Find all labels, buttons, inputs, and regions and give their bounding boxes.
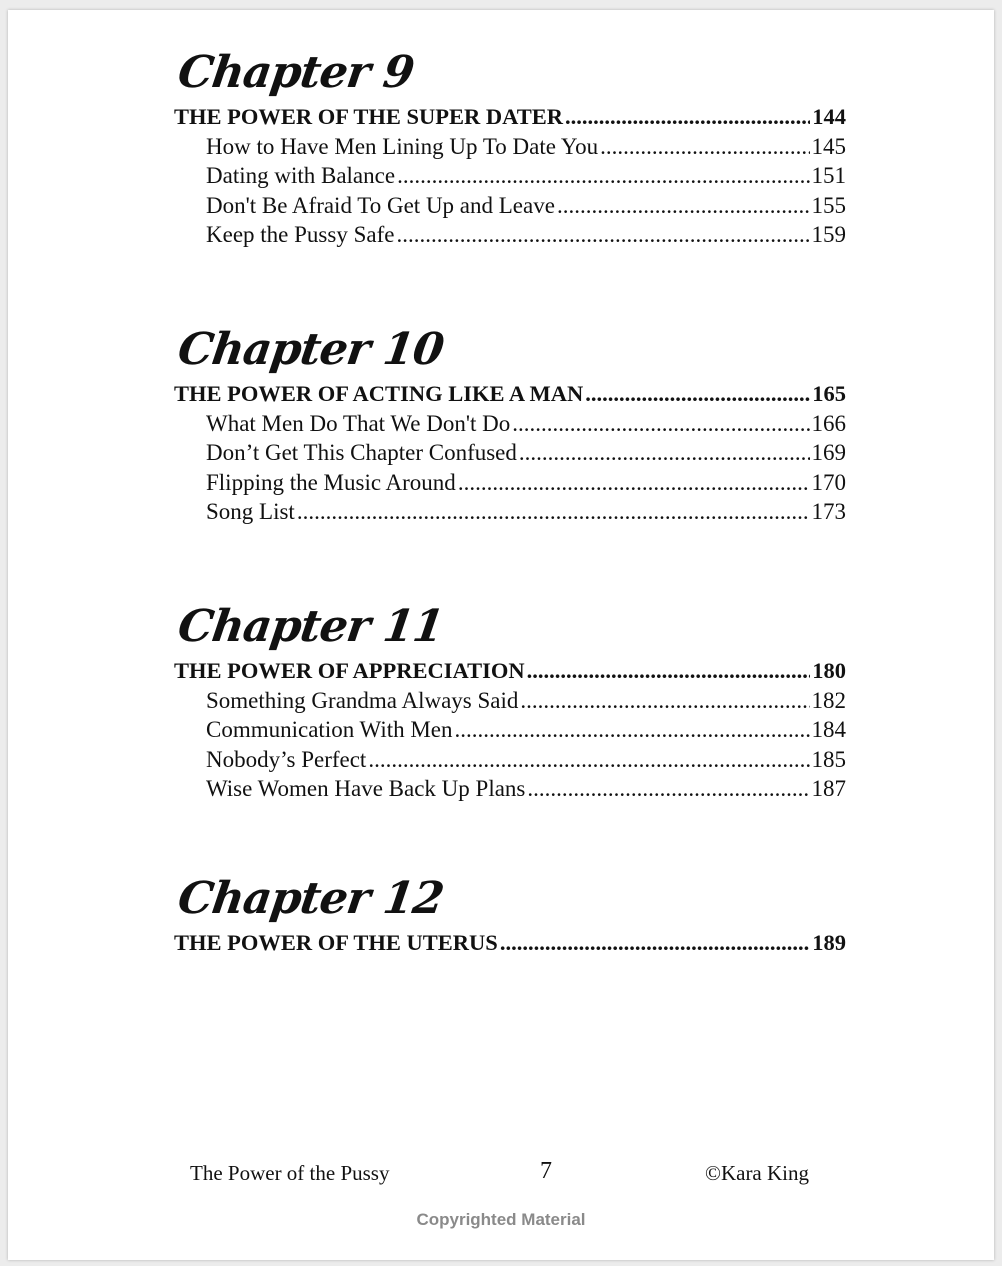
toc-entry: How to Have Men Lining Up To Date You ..... 145 xyxy=(174,134,846,164)
chapter-heading: Chapter 9 xyxy=(174,47,417,98)
toc-entry: Something Grandma Always Said ..... 182 xyxy=(174,688,846,718)
page-footer xyxy=(8,1158,994,1188)
footer-copyright: ©Kara King xyxy=(705,1161,810,1185)
footer-page-number: 7 xyxy=(540,1158,552,1184)
toc-chapter-title: THE POWER OF THE UTERUS ..... 189 xyxy=(174,930,846,960)
chapter-heading: Chapter 11 xyxy=(174,601,447,652)
toc-chapter-title: THE POWER OF THE SUPER DATER ..... 144 xyxy=(174,104,846,134)
toc-entry: Communication With Men ..... 184 xyxy=(174,717,846,747)
chapter-10-section xyxy=(174,323,846,529)
toc-entry: Don’t Get This Chapter Confused ..... 169 xyxy=(174,440,846,470)
chapter-9-section xyxy=(174,46,846,252)
chapter-heading: Chapter 10 xyxy=(174,324,447,375)
toc-entry: Song List ..... 173 xyxy=(174,499,846,529)
toc-entry: Don't Be Afraid To Get Up and Leave ..... 155 xyxy=(174,193,846,223)
chapter-12-section xyxy=(174,872,846,960)
footer-book-title: The Power of the Pussy xyxy=(190,1161,390,1185)
toc-entry: Nobody’s Perfect ..... 185 xyxy=(174,747,846,777)
chapter-heading: Chapter 12 xyxy=(174,873,447,924)
toc-chapter-title: THE POWER OF ACTING LIKE A MAN ..... 165 xyxy=(174,381,846,411)
copyright-watermark: Copyrighted Material xyxy=(416,1210,586,1229)
toc-entry: Dating with Balance ..... 151 xyxy=(174,163,846,193)
book-page xyxy=(8,10,994,1260)
toc-entry: What Men Do That We Don't Do ..... 166 xyxy=(174,411,846,441)
toc-entry: Flipping the Music Around ..... 170 xyxy=(174,470,846,500)
toc-entry: Keep the Pussy Safe ..... 159 xyxy=(174,222,846,252)
toc-entry: Wise Women Have Back Up Plans ..... 187 xyxy=(174,776,846,806)
chapter-11-section xyxy=(174,600,846,806)
toc-chapter-title: THE POWER OF APPRECIATION ..... 180 xyxy=(174,658,846,688)
